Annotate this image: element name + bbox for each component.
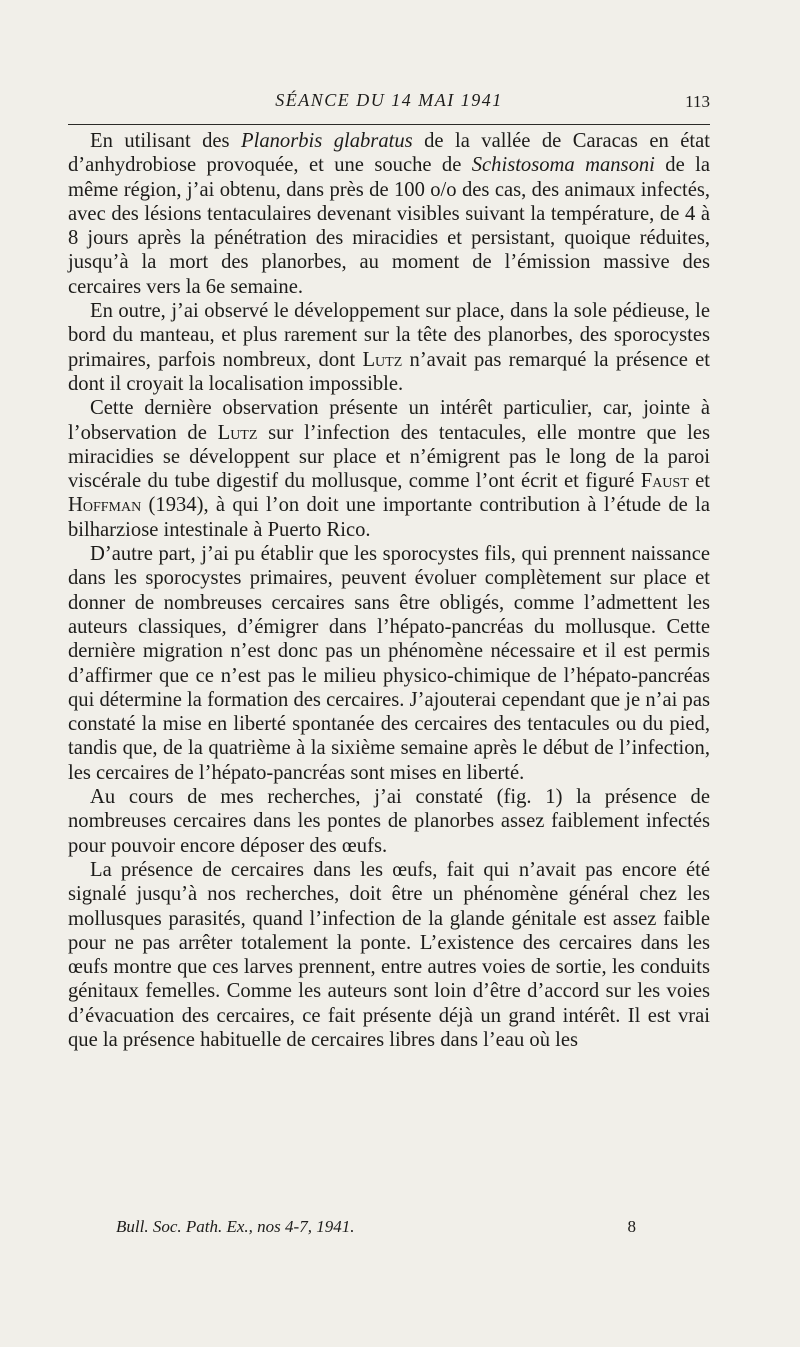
paragraph-1 [68, 129, 710, 299]
header-rule [68, 124, 710, 125]
journal-citation: Bull. Soc. Path. Ex., nos 4-7, 1941. [116, 1217, 355, 1236]
running-title: SÉANCE DU 14 MAI 1941 [275, 90, 503, 110]
paragraph-1-text-c: de la même région, j’ai obtenu, dans près de 100 o/o des cas, des animaux infectés, avec des lésions tentaculaires devenant visibles suivant la température, de 4 à 8 jours après la pénétration des miracidies et persistant, quoique réduites, jusqu’à la mort des planorbes, au moment de l’émission massive des cercaires vers la 6e semaine. [68, 154, 710, 298]
species-name-schistosoma: Schistosoma mansoni [471, 154, 655, 177]
page-footer [116, 1217, 636, 1243]
page-number: 113 [685, 92, 710, 111]
paragraph-3-text-d: (1934), à qui l’on doit une importante contribution à l’étude de la bilharziose intestinale à Puerto Rico. [68, 494, 710, 541]
paragraph-1-text-b: de la vallée de Caracas en état d’anhydrobiose provoquée, et une souche de [68, 130, 710, 177]
author-name-hoffman: Hoffman [68, 494, 142, 517]
body-text [68, 129, 710, 1052]
paragraph-4: D’autre part, j’ai pu établir que les sporocystes fils, qui prennent naissance dans les sporocystes primaires, peuvent évoluer complètement sur place et donner de nombreuses cercaires sans être obligés, comme l’admettent les auteurs classiques, d’émigrer dans l’hépato-pancréas du mollusque. Cette dernière migration n’est donc pas un phénomène nécessaire et il est permis d’affirmer que ce n’est pas le milieu physico-chimique de l’hépato-pancréas qui détermine la formation des cercaires. J’ajouterai cependant que je n’ai pas constaté la mise en liberté spontanée des cercaires des tentacules ou du pied, tandis que, de la quatrième à la sixième semaine après le début de l’infection, les cercaires de l’hépato-pancréas sont mises en liberté. [68, 543, 710, 784]
paragraph-5: Au cours de mes recherches, j’ai constaté (fig. 1) la présence de nombreuses cercaires dans les pontes de planorbes assez faiblement infectés pour pouvoir encore déposer des œufs. [68, 786, 710, 857]
signature-mark: 8 [627, 1217, 636, 1236]
paragraph-1-text-a: En utilisant des [90, 130, 242, 152]
paragraph-2 [68, 299, 710, 396]
author-name-lutz: Lutz [362, 348, 403, 371]
author-name-lutz: Lutz [217, 421, 258, 444]
running-header [68, 90, 710, 116]
paragraph-3-text-b: sur l’infection des tentacules, elle montre que les miracidies se développent sur place et n’émigrent pas le long de la paroi viscérale du tube digestif du mollusque, comme l’ont écrit et figuré [68, 421, 710, 493]
paragraph-3-text-c: et [688, 470, 710, 493]
author-name-faust: Faust [640, 470, 689, 493]
paragraph-3 [68, 396, 710, 542]
paragraph-2-text-b: n’avait pas remarqué la présence et dont il croyait la localisation impossible. [68, 348, 710, 395]
species-name-planorbis: Planorbis glabratus [241, 130, 413, 152]
paragraph-3-text-a: Cette dernière observation présente un intérêt particulier, car, jointe à l’observation de [68, 397, 710, 444]
paragraph-2-text-a: En outre, j’ai observé le développement sur place, dans la sole pédieuse, le bord du manteau, et plus rarement sur la tête des planorbes, des sporocystes primaires, parfois nombreux, dont [68, 300, 710, 371]
paragraph-6: La présence de cercaires dans les œufs, fait qui n’avait pas encore été signalé jusqu’à nos recherches, doit être un phénomène général chez les mollusques parasités, quand l’infection de la glande génitale est assez faible pour ne pas arrêter totalement la ponte. L’existence des cercaires dans les œufs montre que ces larves prennent, entre autres voies de sortie, les conduits génitaux femelles. Comme les auteurs sont loin d’être d’accord sur les voies d’évacuation des cercaires, ce fait présente déjà un grand intérêt. Il est vrai que la présence habituelle de cercaires libres dans l’eau où les [68, 858, 710, 1051]
